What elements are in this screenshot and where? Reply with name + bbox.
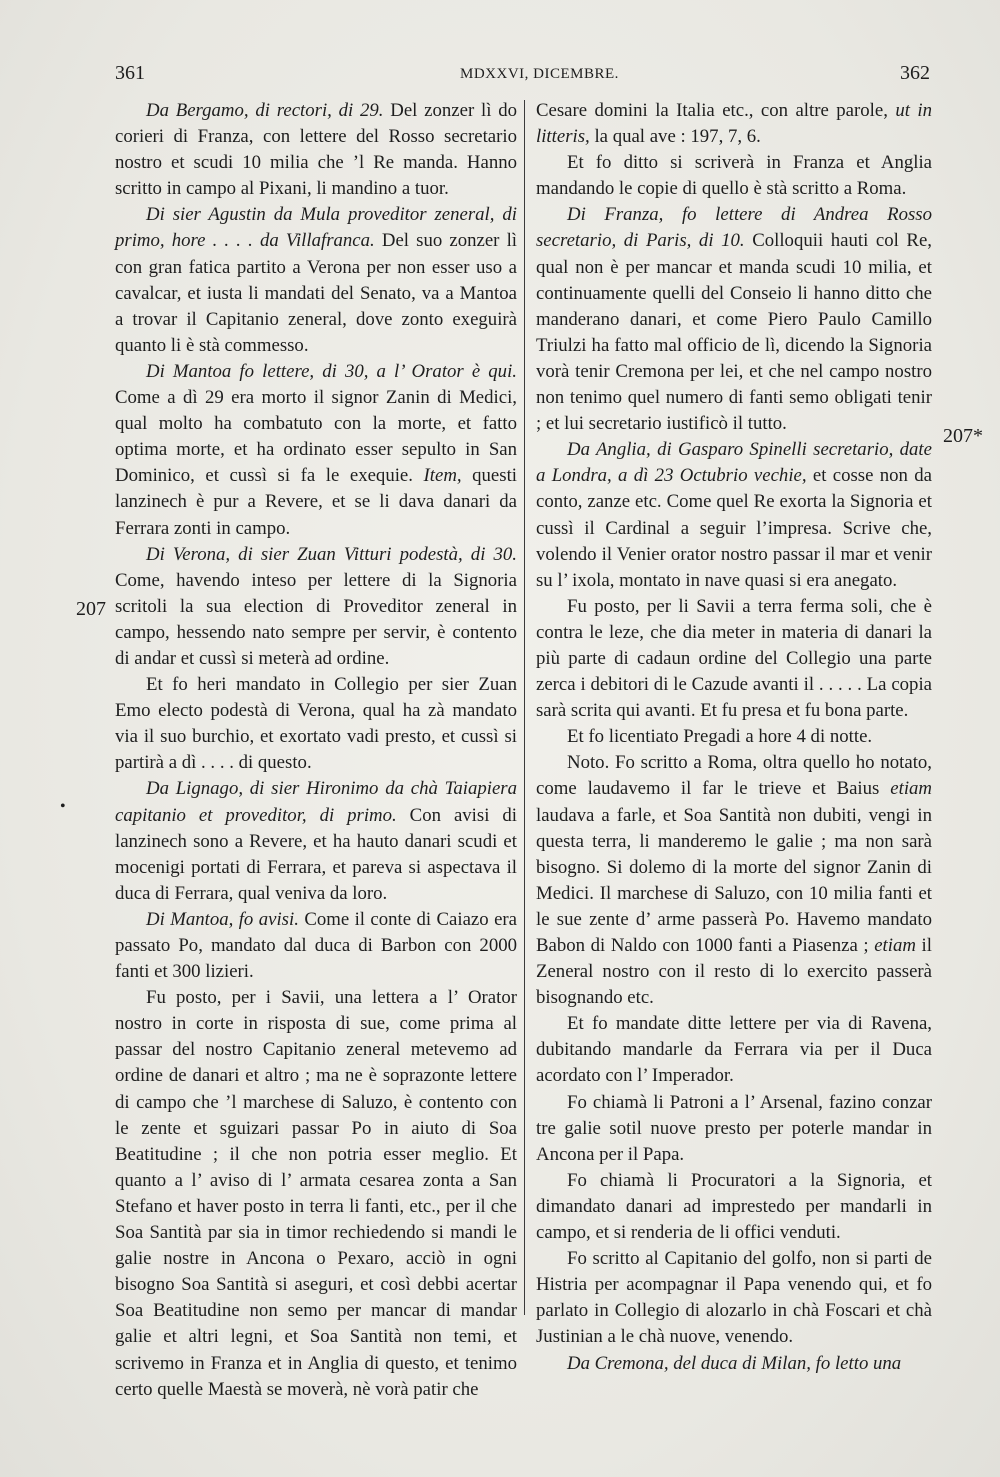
body-text: Cesare domini la Italia etc., con altre parole, xyxy=(536,100,896,121)
italic-heading-text: Di Verona, di sier Zuan Vitturi podestà, di 30. xyxy=(146,543,517,565)
body-text: Colloquii hauti col Re, qual non è per mancar et manda scudi 10 milia, et continuamente quelli del Conseio li hanno ditto che manderano danari, et come Piero Paulo Camillo Triulzi ha fatto mal officio de lì, dicendo la Signoria vorà tenir Cremona per lei, et che nel campo nostro non tenimo quel numero di fanti semo obligati tenir ; et lui secretario iustificò il tutto. xyxy=(536,230,932,435)
italic-heading-text: Da Cremona, del duca di Milan, fo letto una xyxy=(567,1352,902,1374)
body-text: et cosse non da conto, zanze etc. Come quel Re exorta la Signoria et cussì il Cardinal a seguir l’impresa. Scrive che, volendo il Venier orator nostro passar il mar et venir su l’ ixola, montato in nave quasi si era anegato. xyxy=(536,465,932,591)
body-text: Con avisi di lanzinech sono a Revere, et ha hauto danari scudi et mocenigi portati di Ferrara, et pareva si aspectava il duca di Ferrara, qual veniva da loro. xyxy=(115,804,517,904)
margin-dot: • xyxy=(60,798,66,815)
paragraph xyxy=(536,1246,932,1350)
paragraph xyxy=(536,594,932,724)
italic-heading-text: etiam xyxy=(890,778,932,800)
body-text: Fo chiamà li Patroni a l’ Arsenal, fazino conzar tre galie sotil nuove presto per poterle mandar in Ancona per il Papa. xyxy=(536,1091,932,1165)
body-text: Et fo heri mandato in Collegio per sier Zuan Emo electo podestà di Verona, qual ha zà mandato via il suo burchio, et exortato vadi presto, et cussì si partirà a dì . . . . di questo. xyxy=(115,674,517,774)
paragraph xyxy=(536,1168,932,1246)
body-text: Come, havendo inteso per lettere di la Signoria scritoli la sua election di Proveditor zeneral in campo, hessendo nato sempre per servir, è contento di andar et cussì si meterà ad ordine. xyxy=(115,569,517,669)
paragraph xyxy=(536,750,932,1011)
italic-heading-text: Da Lignago, di sier Hironimo da chà Taiapiera capitanio et proveditor, di primo. xyxy=(115,778,517,826)
body-text: Fo scritto al Capitanio del golfo, non si parti de Histria per acompagnar il Papa venendo qui, et fo parlato in Collegio di alozarlo in chà Foscari et chà Justinian a le chà nuove, venendo. xyxy=(536,1248,932,1348)
running-header xyxy=(110,62,940,92)
running-title: MDXXVI, DICEMBRE. xyxy=(460,66,619,82)
body-text: Fu posto, per i Savii, una lettera a l’ Orator nostro in corte in risposta di sue, come prima al passar del nostro Capitanio zeneral metevemo ad ordine de danari et altro ; ma ne è soprazonte lettere di campo che ’l marchese di Saluzo, è contento con le zente et sguizari passar Po in aiuto di Soa Beatitudine ; il che non potria esser meglio. Et quanto a l’ aviso di l’ armata cesarea zonta a San Stefano et haver posto in terra li fanti, etc., per il che Soa Santità par sia in timor rechiedendo si mandi le galie nostre in Ancona o Pexaro, acciò in ogni bisogno Soa Santità si aseguri, et così debbi acertar Soa Beatitudine non semo per mancar di mandar galie et altri legni, et Soa Santità non temi, et scrivemo in Franza et in Anglia di questo, et tenimo certo quelle Maestà se moverà, nè vorà patir che xyxy=(115,987,517,1400)
margin-note-left: 207 xyxy=(76,598,106,620)
margin-note-right: 207* xyxy=(943,425,983,447)
paragraph xyxy=(115,776,517,906)
paragraph xyxy=(536,724,932,750)
body-text: Come a dì 29 era morto il signor Zanin di Medici, qual molto ha combatuto con la morte, et fatto optima morte, et ha ordinato esser sepulto in San Dominico, et cussì si fa le exequie. xyxy=(115,387,517,487)
italic-heading-text: Di Mantoa fo lettere, di 30, a l’ Orator è qui. xyxy=(146,360,517,382)
paragraph xyxy=(115,985,517,1403)
page-number-left: 361 xyxy=(115,62,145,84)
paragraph xyxy=(536,150,932,202)
italic-heading-text: etiam xyxy=(874,935,916,956)
italic-heading-text: Di Franza, fo lettere di Andrea Rosso secretario, di Paris, di 10. xyxy=(536,204,932,252)
paragraph xyxy=(115,98,517,202)
italic-heading-text: Di sier Agustin da Mula proveditor zeneral, di primo, hore . . . . da Villafranca. xyxy=(115,204,517,252)
paragraph xyxy=(536,1090,932,1168)
column-divider xyxy=(524,100,525,1315)
paragraph xyxy=(536,1351,932,1377)
paragraph xyxy=(115,359,517,542)
paragraph xyxy=(115,907,517,985)
paragraph xyxy=(536,1011,932,1089)
body-text: Come il conte di Caiazo era passato Po, mandato dal duca di Barbon con 2000 fanti et 300 lizieri. xyxy=(115,908,517,983)
body-text: Fu posto, per li Savii a terra ferma soli, che è contra le leze, che dia meter in materia di danari la più parte di cadaun ordine del Collegio una parte zerca i debitori di le Cazude avanti il . . . . . La copia sarà scrita qui avanti. Et fu presa et fu bona parte. xyxy=(536,595,932,722)
italic-heading-text: Item, xyxy=(423,465,462,487)
body-text: laudava a farle, et Soa Santità non dubiti, vengi in questa terra, li manderemo le galie ; ma non sarà bisogno. Si dolemo di la morte del signor Zanin di Medici. Il marchese di Saluzo, con 10 milia fanti et le sue zente d’ arme passerà Po. Havemo mandato Babon di Naldo con 1000 fanti a Piasenza ; xyxy=(536,804,932,956)
body-text: la qual ave : 197, 7, 6. xyxy=(589,126,761,148)
body-text: questi lanzinech è pur a Revere, et se li dava danari da Ferrara zonti in campo. xyxy=(115,465,518,539)
paragraph xyxy=(536,437,932,594)
paragraph xyxy=(115,542,517,672)
paragraph xyxy=(536,202,932,437)
italic-heading-text: Da Anglia, di Gasparo Spinelli secretario, date a Londra, a dì 23 Octubrio vechie, xyxy=(536,439,932,487)
body-text: il Zeneral nostro con il resto di lo exercito passerà bisognando etc. xyxy=(536,935,932,1009)
body-text: Del suo zonzer lì con gran fatica partito a Verona per non esser uso a cavalcar, et iusta li mandati del Senato, va a Mantoa a trovar il Capitanio zeneral, dove zonto exeguirà quanto li è stà commesso. xyxy=(115,230,518,356)
right-column xyxy=(536,98,932,1377)
body-text: Del zonzer lì do corieri di Franza, con lettere del Rosso secretario nostro et scudi 10 milia che ’l Re manda. Hanno scritto in campo al Pixani, li mandino a tuor. xyxy=(115,100,517,200)
body-text: Et fo licentiato Pregadi a hore 4 di notte. xyxy=(567,726,873,748)
body-text: Fo chiamà li Procuratori a la Signoria, et dimandato danari ad imprestedo per mandarli in campo, et si renderia de li offici venduti. xyxy=(536,1169,932,1244)
body-text: Noto. Fo scritto a Roma, oltra quello ho notato, come laudavemo il far le trieve et Baius xyxy=(536,752,932,800)
page-number-right: 362 xyxy=(900,62,930,84)
italic-heading-text: Di Mantoa, fo avisi. xyxy=(146,908,299,930)
italic-heading-text: Da Bergamo, di rectori, di 29. xyxy=(146,100,384,121)
left-column xyxy=(115,98,517,1403)
body-text: Et fo ditto si scriverà in Franza et Anglia mandando le copie di quello è stà scritto a Roma. xyxy=(536,152,932,200)
paragraph xyxy=(115,202,517,359)
paragraph xyxy=(115,672,517,776)
body-text: Et fo mandate ditte lettere per via di Ravena, dubitando mandarle da Ferrara via per il Duca acordato con l’ Imperador. xyxy=(536,1013,932,1087)
italic-heading-text: ut in litteris, xyxy=(536,100,932,148)
paragraph xyxy=(536,98,932,150)
